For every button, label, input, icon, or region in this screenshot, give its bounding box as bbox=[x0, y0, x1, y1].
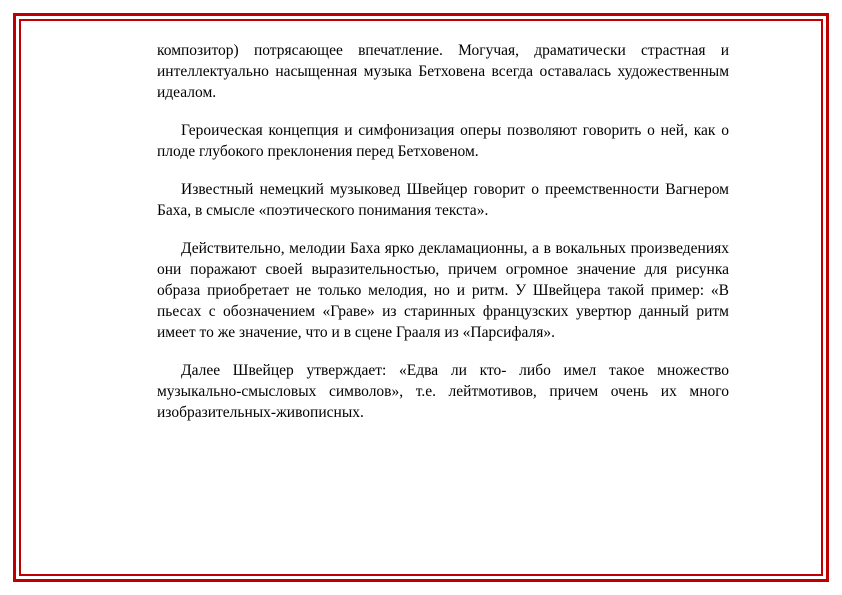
paragraph-4: Действительно, мелодии Баха ярко декламационны, а в вокальных произведениях они поражают своей выразительностью, причем огромное значение для рисунка образа приобретает не только мелодия, но и ритм. У Швейцера такой пример: «В пьесах с обозначением «Граве» из старинных французских увертюр данный ритм имеет то же значение, что и в сцене Грааля из «Парсифаля». bbox=[157, 240, 729, 341]
document-body bbox=[157, 40, 729, 440]
paragraph-2: Героическая концепция и симфонизация оперы позволяют говорить о ней, как о плоде глубокого преклонения перед Бетховеном. bbox=[157, 122, 729, 160]
paragraph-1: композитор) потрясающее впечатление. Могучая, драматически страстная и интеллектуально насыщенная музыка Бетховена всегда оставалась художественным идеалом. bbox=[157, 42, 729, 101]
paragraph-3: Известный немецкий музыковед Швейцер говорит о преемственности Вагнером Баха, в смысле «поэтического понимания текста». bbox=[157, 181, 729, 219]
paragraph-5: Далее Швейцер утверждает: «Едва ли кто- либо имел такое множество музыкально-смысловых символов», т.е. лейтмотивов, причем очень их много изобразительных-живописных. bbox=[157, 362, 729, 421]
